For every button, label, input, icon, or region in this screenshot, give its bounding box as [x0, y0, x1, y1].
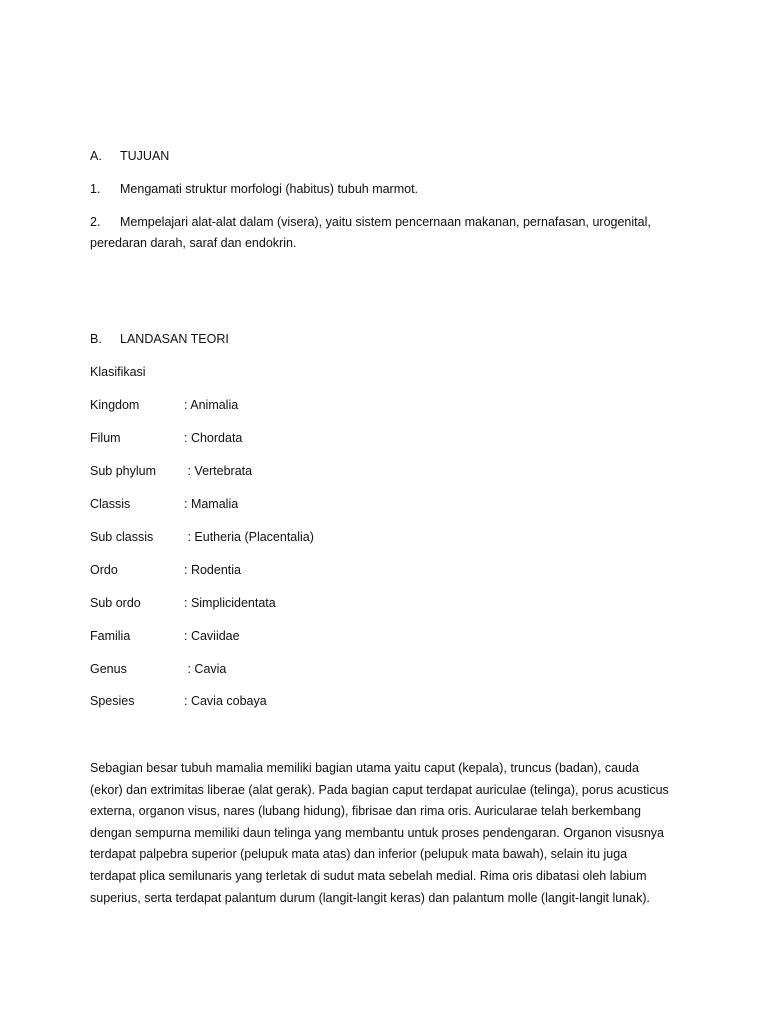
- classification-row-genus: [90, 661, 226, 677]
- theory-paragraph: [90, 758, 690, 909]
- section-a-marker: A.: [90, 149, 102, 163]
- section-a-title: TUJUAN: [120, 149, 170, 163]
- rank-value: : Simplicidentata: [184, 596, 276, 610]
- section-a-heading: [90, 148, 169, 164]
- rank-value: : Animalia: [184, 398, 239, 412]
- classification-row-classis: [90, 496, 238, 512]
- rank-value: : Cavia cobaya: [184, 694, 267, 708]
- section-b-title: LANDASAN TEORI: [120, 332, 229, 346]
- rank-label: Familia: [90, 629, 131, 643]
- section-b-marker: B.: [90, 332, 102, 346]
- objective-2-number: 2.: [90, 215, 101, 229]
- paragraph-line: dengan sempurna memiliki daun telinga yang membantu untuk proses pendengaran. Organon visusnya: [90, 825, 664, 840]
- classification-row-subclassis: [90, 529, 314, 545]
- classification-subheading: Klasifikasi: [90, 365, 146, 379]
- classification-row-kingdom: [90, 397, 238, 413]
- classification-row-spesies: [90, 693, 267, 709]
- rank-label: Sub phylum: [90, 464, 157, 478]
- rank-value: : Eutheria (Placentalia): [184, 530, 314, 544]
- objective-2-continuation: peredaran darah, saraf dan endokrin.: [90, 236, 297, 250]
- rank-label: Filum: [90, 431, 121, 445]
- rank-label: Sub classis: [90, 530, 154, 544]
- classification-row-subordo: [90, 595, 276, 611]
- objective-1-number: 1.: [90, 182, 101, 196]
- paragraph-line: (ekor) dan extrimitas liberae (alat gerak). Pada bagian caput terdapat auriculae (telinga), porus acusticus: [90, 782, 669, 797]
- rank-value: : Caviidae: [184, 629, 240, 643]
- paragraph-line: terdapat palpebra superior (pelupuk mata atas) dan inferior (pelupuk mata bawah), selain itu juga: [90, 847, 628, 862]
- section-b-heading: [90, 331, 229, 347]
- classification-row-subphylum: [90, 463, 252, 479]
- rank-label: Ordo: [90, 563, 118, 577]
- rank-label: Genus: [90, 662, 127, 676]
- classification-row-ordo: [90, 562, 241, 578]
- objective-2-text: Mempelajari alat-alat dalam (visera), yaitu sistem pencernaan makanan, pernafasan, urogenital,: [120, 215, 651, 229]
- paragraph-line: terdapat plica semilunaris yang terletak di sudut mata sebelah medial. Rima oris dibatasi oleh labium: [90, 868, 647, 883]
- rank-value: : Vertebrata: [184, 464, 253, 478]
- rank-value: : Cavia: [184, 662, 227, 676]
- paragraph-line: externa, organon visus, nares (lubang hidung), fibrisae dan rima oris. Auricularae telah berkembang: [90, 804, 642, 819]
- rank-value: : Chordata: [184, 431, 243, 445]
- objective-1-text: Mengamati struktur morfologi (habitus) tubuh marmot.: [120, 182, 419, 196]
- rank-label: Spesies: [90, 694, 135, 708]
- rank-label: Sub ordo: [90, 596, 141, 610]
- rank-label: Kingdom: [90, 398, 140, 412]
- classification-row-familia: [90, 628, 240, 644]
- objective-item-1: [90, 181, 418, 197]
- classification-row-filum: [90, 430, 242, 446]
- paragraph-line: Sebagian besar tubuh mamalia memiliki bagian utama yaitu caput (kepala), truncus (badan), cauda: [90, 761, 639, 775]
- rank-value: : Mamalia: [184, 497, 239, 511]
- objective-item-2: [90, 214, 651, 230]
- rank-value: : Rodentia: [184, 563, 241, 577]
- paragraph-line: superius, serta terdapat palantum durum (langit-langit keras) dan palantum molle (langit-langit lunak).: [90, 890, 651, 905]
- rank-label: Classis: [90, 497, 131, 511]
